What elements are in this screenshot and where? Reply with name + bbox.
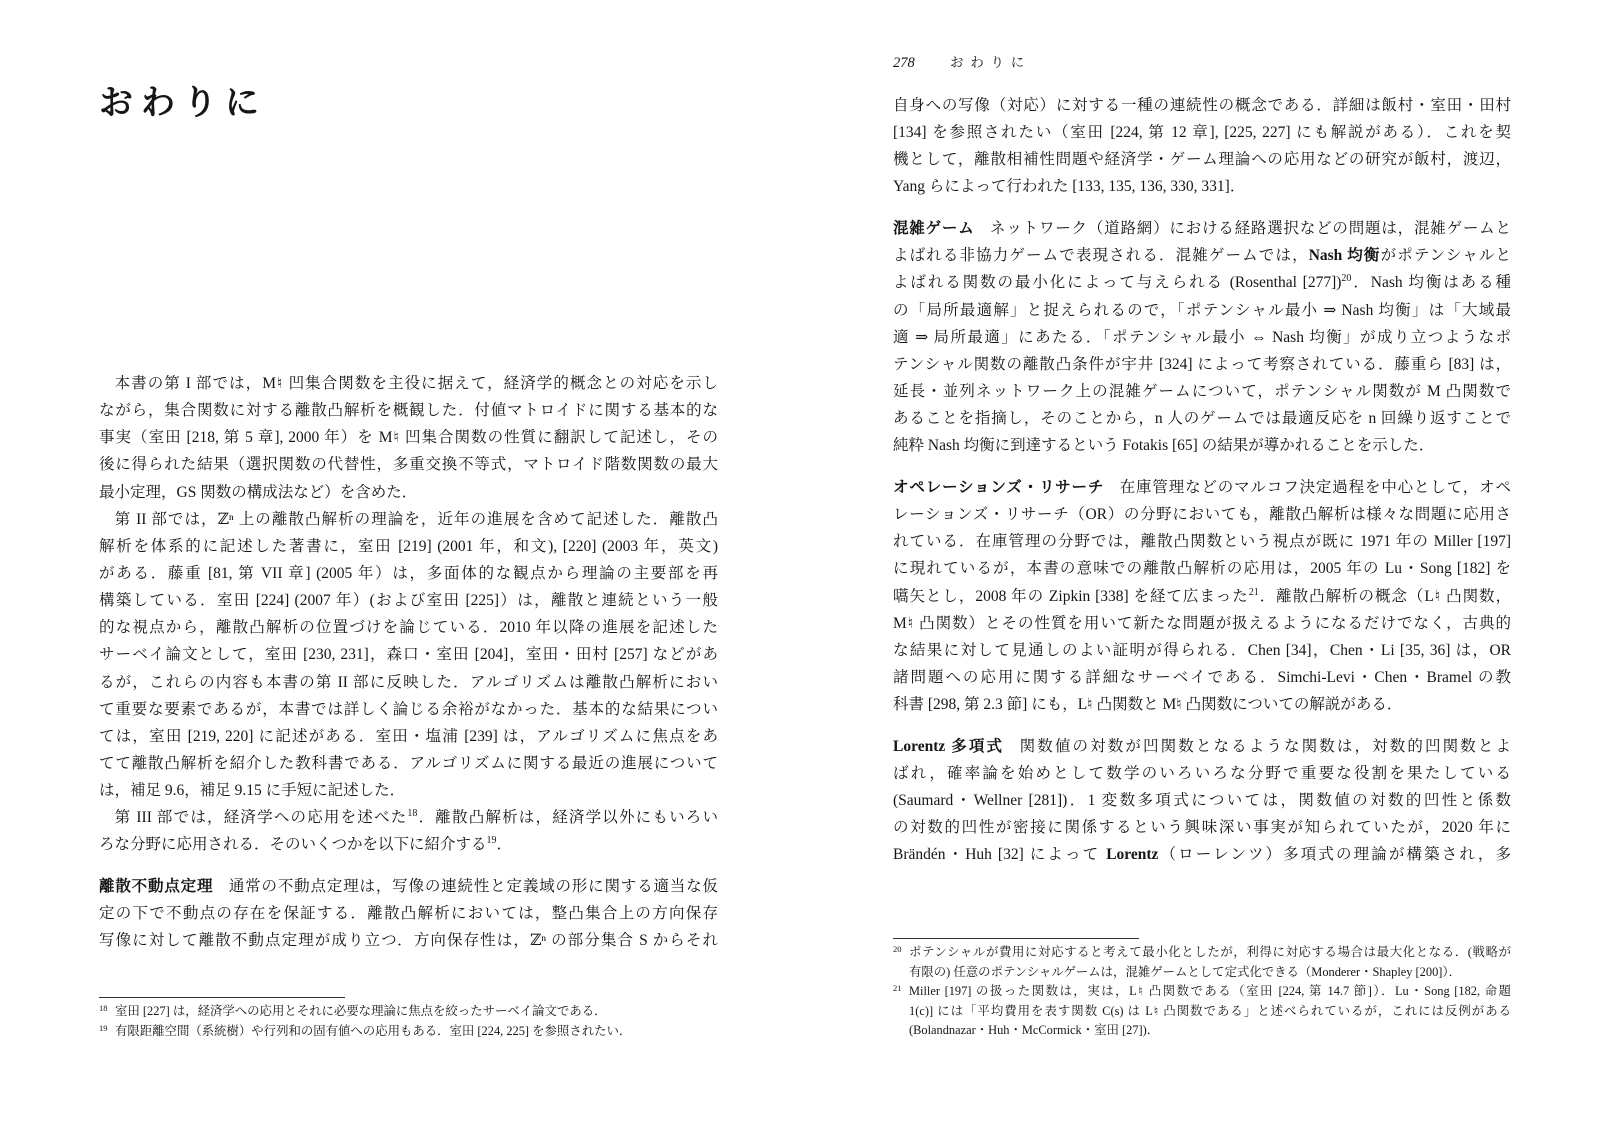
paragraph-heading: 混雑ゲーム bbox=[893, 220, 975, 238]
text-span: 関数値の対数が凹関数となるような関数は，対数的凹関数とよ bbox=[1019, 737, 1511, 755]
footnote-number: 19 bbox=[99, 1022, 108, 1033]
text-span: がポテンシャルと bbox=[1380, 247, 1511, 265]
body-line: るが，これらの内容も本書の第 II 部に反映した．アルゴリズムは離散凸解析におい bbox=[99, 673, 718, 691]
body-line: 科書 [298, 第 2.3 節] にも，L♮ 凸関数と M♮ 凸関数についての解説がある． bbox=[893, 696, 1403, 714]
body-line: 最小定理，GS 関数の構成法など）を含めた． bbox=[99, 483, 418, 501]
body-line: の対数的凹性が密接に関係するという興味深い事実が知られていたが，2020 年に bbox=[893, 819, 1511, 837]
text-span: ．Nash 均衡はある種 bbox=[1351, 274, 1511, 292]
body-line: 的な視点から，離散凸解析の位置づけを論じている．2010 年以降の進展を記述した bbox=[99, 619, 718, 637]
text-span: 通常の不動点定理は，写像の連続性と定義域の形に関する適当な仮 bbox=[228, 878, 718, 896]
body-line: テンシャル関数の離散凸条件が宇井 [324] によって考察されている．藤重ら [83] は， bbox=[893, 355, 1511, 373]
body-line: (Saumard・Wellner [281])．1 変数多項式については，関数値の対数的凹性と係数 bbox=[893, 792, 1511, 810]
left-body-text bbox=[99, 370, 718, 955]
body-line: ばれ，確率論を始めとして数学のいろいろな分野で重要な役割を果たしている bbox=[893, 765, 1511, 783]
body-line: 写像に対して離散不動点定理が成り立つ．方向保存性は，ℤⁿ の部分集合 S からそれ bbox=[99, 932, 718, 950]
body-line: レーションズ・リサーチ（OR）の分野においても，離散凸解析は様々な問題に応用さ bbox=[893, 506, 1511, 524]
paragraph bbox=[99, 370, 718, 506]
body-line: [134] を参照されたい（室田 [224, 第 12 章], [225, 227] にも解説がある）．これを契 bbox=[893, 124, 1511, 142]
paragraph bbox=[893, 474, 1511, 718]
text-span: ． bbox=[496, 836, 513, 854]
paragraph bbox=[893, 215, 1511, 459]
body-line bbox=[99, 873, 718, 900]
body-line: 構築している．室田 [224] (2007 年）(および室田 [225]）は，離散と連続という一般 bbox=[99, 592, 718, 610]
body-line: 機として，離散相補性問題や経済学・ゲーム理論への応用などの研究が飯村，渡辺， bbox=[893, 151, 1511, 169]
paragraph bbox=[99, 804, 718, 858]
body-line bbox=[893, 733, 1511, 760]
body-line: の「局所最適解」と捉えられるので，「ポテンシャル最小 ⇒ Nash 均衡」は「大域最 bbox=[893, 301, 1511, 319]
footnote-line: Miller [197] の扱った関数は，実は，L♮ 凸関数である（室田 [224, 第 14.7 節]）．Lu・Song [182, 命題 bbox=[909, 984, 1511, 999]
body-line: ながら，集合関数に対する離散凸解析を概観した．付値マトロイドに関する基本的な bbox=[99, 402, 718, 420]
body-line bbox=[893, 583, 1511, 610]
paragraph bbox=[99, 873, 718, 954]
footnote-ref: 19 bbox=[486, 835, 497, 847]
page-title: おわりに bbox=[99, 85, 267, 122]
page-number: 278 bbox=[893, 55, 915, 71]
body-line: 後に得られた結果（選択関数の代替性，多重交換不等式，マトロイド階数関数の最大 bbox=[99, 456, 718, 474]
paragraph-heading: オペレーションズ・リサーチ bbox=[893, 479, 1105, 497]
body-line: 諸問題への応用に関する詳細なサーベイである．Simchi-Levi・Chen・Bramel の教 bbox=[893, 669, 1511, 686]
body-line: 定の下で不動点の存在を保証する．離散凸解析においては，整凸集合上の方向保存 bbox=[99, 905, 718, 923]
text-span: ろな分野に応用される．そのいくつかを以下に紹介する bbox=[99, 836, 487, 854]
paragraph bbox=[893, 92, 1511, 201]
paragraph-heading: 離散不動点定理 bbox=[99, 878, 214, 896]
paragraph bbox=[893, 733, 1511, 869]
footnote-line: 有限の) 任意のポテンシャルゲームは，混雑ゲームとして定式化できる（Monderer・Shapley [200]）． bbox=[909, 964, 1461, 979]
footnote-number: 20 bbox=[893, 944, 902, 954]
body-line: ては，室田 [219, 220] に記述がある．室田・塩浦 [239] は，アルゴリズムに焦点をあ bbox=[99, 727, 718, 745]
body-line: 本書の第 I 部では，M♮ 凹集合関数を主役に据えて，経済学的概念との対応を示し bbox=[114, 375, 718, 392]
text-span: 第 III 部では，経済学への応用を述べた bbox=[114, 809, 408, 827]
body-line: れている．在庫管理の分野では，離散凸関数という視点が既に 1971 年の Miller [197] bbox=[893, 533, 1511, 551]
footnote bbox=[99, 1022, 718, 1042]
body-line bbox=[893, 215, 1511, 242]
body-line bbox=[893, 841, 1511, 868]
body-line bbox=[99, 831, 718, 858]
bold-term: Lorentz bbox=[1106, 846, 1159, 864]
footnote bbox=[893, 982, 1511, 1041]
right-body-text bbox=[893, 92, 1511, 869]
body-line: あることを指摘し，そのことから，n 人のゲームでは最適反応を n 回繰り返すことで bbox=[893, 410, 1511, 428]
footnote-ref: 21 bbox=[1248, 586, 1259, 598]
body-line bbox=[893, 242, 1511, 269]
text-span: 嚆矢とし，2008 年の Zipkin [338] を経て広まった bbox=[893, 587, 1249, 605]
footnote-rule bbox=[99, 997, 345, 998]
right-page bbox=[812, 0, 1624, 1128]
footnote-line: 1(c)] には「平均費用を表す関数 C(s) は L♮ 凸関数である」と述べられているが，これには反例がある bbox=[909, 1003, 1511, 1018]
text-span: Brändén・Huh [32] によって bbox=[893, 846, 1107, 864]
body-line: 純粋 Nash 均衡に到達するという Fotakis [65] の結果が導かれることを示した． bbox=[893, 437, 1435, 455]
body-line: M♮ 凸関数）とその性質を用いて新たな問題が扱えるようになるだけでなく，古典的 bbox=[893, 614, 1511, 632]
text-span: よばれる非協力ゲームで表現される．混雑ゲームでは， bbox=[893, 247, 1309, 265]
footnote-number: 21 bbox=[893, 983, 902, 994]
text-span: ．離散凸解析の概念（L♮ 凸関数， bbox=[1258, 587, 1511, 605]
text-span: ．離散凸解析は，経済学以外にもいろい bbox=[417, 809, 718, 827]
body-line: 解析を体系的に記述した著書に，室田 [219] (2001 年，和文), [220] (2003 年，英文) bbox=[99, 537, 718, 555]
body-line: がある．藤重 [81, 第 VII 章] (2005 年）は，多面体的な観点から理論の主要部を再 bbox=[99, 564, 718, 582]
text-span: ネットワーク（道路網）における経路選択などの問題は，混雑ゲームと bbox=[990, 220, 1511, 238]
body-line: てて離散凸解析を紹介した教科書である．アルゴリズムに関する最近の進展について bbox=[99, 754, 718, 772]
body-line: て重要な要素であるが，本書では詳しく論じる余裕がなかった．基本的な結果につい bbox=[99, 700, 718, 718]
body-line: 自身への写像（対応）に対する一種の連続性の概念である．詳細は飯村・室田・田村 bbox=[893, 97, 1511, 114]
footnote-line: 室田 [227] は，経済学への応用とそれに必要な理論に焦点を絞ったサーベイ論文である． bbox=[115, 1004, 607, 1018]
footnotes bbox=[893, 943, 1511, 1041]
body-line bbox=[893, 269, 1511, 296]
footnote-number: 18 bbox=[99, 1003, 108, 1013]
body-line: に現れているが，本書の意味での離散凸解析の応用は，2005 年の Lu・Song [182] を bbox=[893, 560, 1511, 578]
bold-term: Nash 均衡 bbox=[1308, 247, 1381, 265]
body-line: Yang らによって行われた [133, 135, 136, 330, 331]． bbox=[893, 178, 1246, 196]
text-span: （ローレンツ）多項式の理論が構築され，多 bbox=[1158, 846, 1511, 864]
body-line bbox=[893, 474, 1511, 501]
paragraph-heading: Lorentz 多項式 bbox=[893, 737, 1005, 755]
running-title: おわりに bbox=[950, 55, 1031, 70]
paragraph bbox=[99, 506, 718, 805]
footnote-line: ポテンシャルが費用に対応すると考えて最小化としたが，利得に対応する場合は最大化となる．(戦略が bbox=[909, 945, 1511, 959]
footnote-rule bbox=[893, 938, 1139, 939]
text-span: 在庫管理などのマルコフ決定過程を中心として，オペ bbox=[1119, 479, 1511, 497]
footnote-ref: 20 bbox=[1341, 273, 1352, 285]
body-line: 適 ⇒ 局所最適」にあたる．「ポテンシャル最小 ⇔ Nash 均衡」が成り立つようなポ bbox=[893, 328, 1511, 346]
footnote bbox=[99, 1002, 718, 1022]
footnotes bbox=[99, 1002, 718, 1041]
footnote-ref: 18 bbox=[407, 808, 418, 820]
footnote-line: 有限距離空間（系統樹）や行列和の固有値への応用もある．室田 [224, 225] を参照されたい． bbox=[115, 1023, 632, 1038]
body-line: 延長・並列ネットワーク上の混雑ゲームについて，ポテンシャル関数が M 凸関数で bbox=[893, 383, 1511, 400]
footnote bbox=[893, 943, 1511, 982]
body-line bbox=[99, 804, 718, 831]
body-line: 第 II 部では，ℤⁿ 上の離散凸解析の理論を，近年の進展を含めて記述した．離散凸 bbox=[114, 510, 718, 528]
body-line: は，補足 9.6，補足 9.15 に手短に記述した． bbox=[99, 782, 406, 800]
body-line: な結果に対して見通しのよい証明が得られる．Chen [34]，Chen・Li [35, 36] は，OR bbox=[893, 641, 1511, 659]
body-line: サーベイ論文として，室田 [230, 231]，森口・室田 [204]，室田・田村 [257] などがあ bbox=[99, 646, 718, 664]
body-line: 事実（室田 [218, 第 5 章], 2000 年）を M♮ 凹集合関数の性質に翻訳して記述し，その bbox=[99, 429, 718, 447]
text-span: よばれる関数の最小化によって与えられる (Rosenthal [277]) bbox=[893, 274, 1342, 292]
footnote-line: (Bolandnazar・Huh・McCormick・室田 [27])． bbox=[909, 1023, 1160, 1038]
